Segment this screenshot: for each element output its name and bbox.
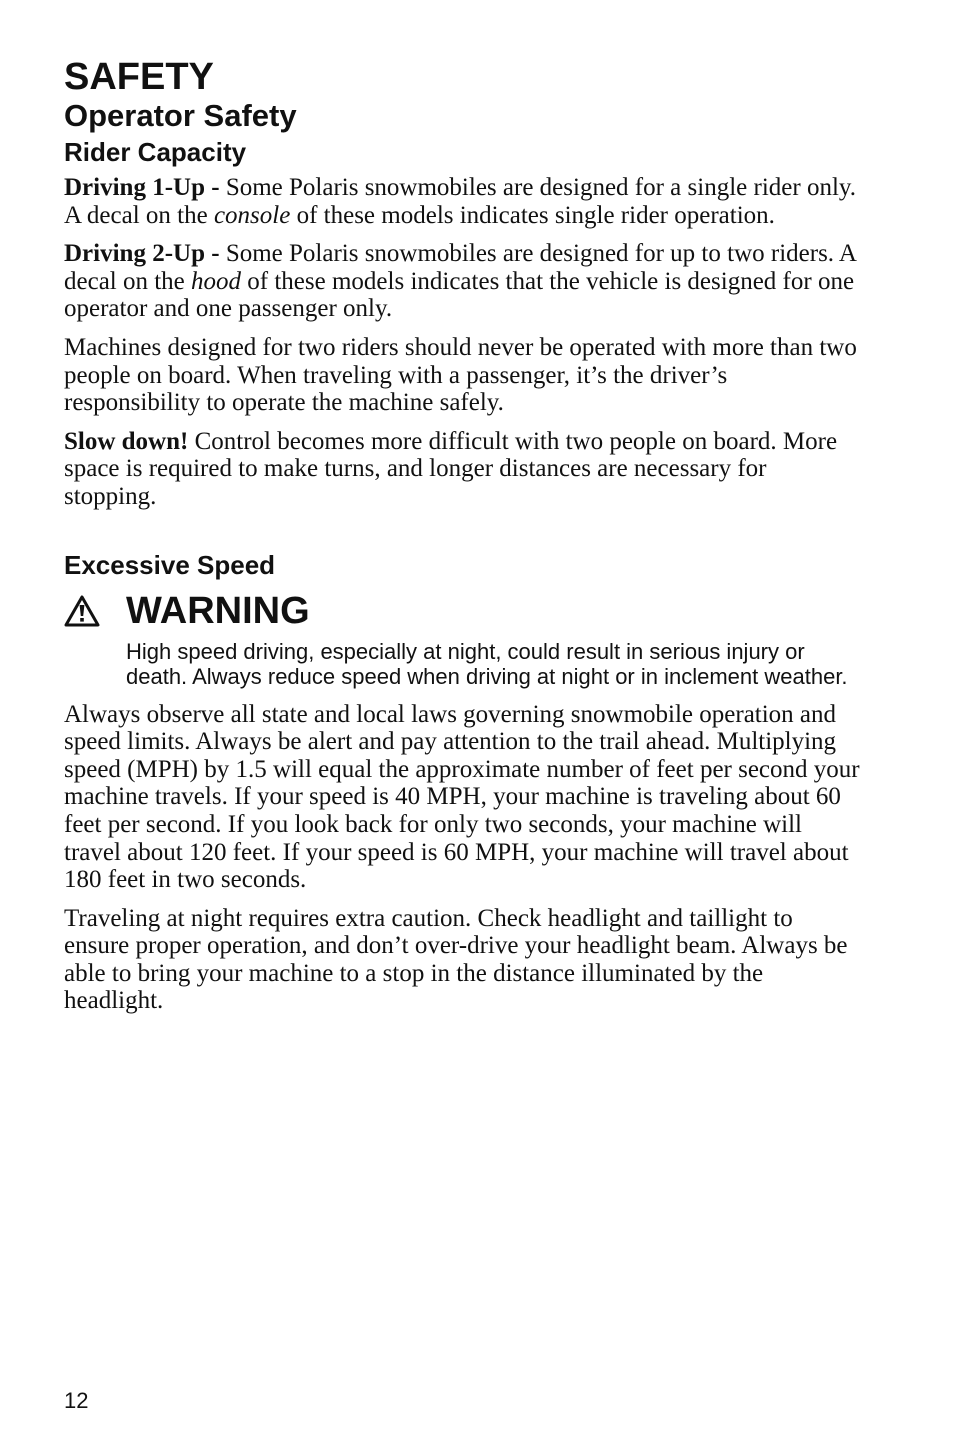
driving-1-up-paragraph bbox=[64, 174, 864, 229]
warning-title: WARNING bbox=[126, 589, 310, 632]
slow-down-text: Control becomes more difficult with two people on board. More space is required to make turns, and longer distances are necessary for stopping. bbox=[64, 427, 838, 510]
page-number: 12 bbox=[64, 1388, 89, 1413]
driving-2-up-emphasis: hood bbox=[191, 267, 242, 295]
night-travel-paragraph: Traveling at night requires extra caution. Check headlight and taillight to ensure proper operation, and don’t over-drive your headlight beam. Always be able to bring your machine to a stop in the distance illuminated by the headlight. bbox=[64, 904, 848, 1015]
warning-text: High speed driving, especially at night, could result in serious injury or death. Always reduce speed when driving at night or in inclement weather. bbox=[126, 638, 848, 689]
chapter-title: Operator Safety bbox=[64, 98, 297, 133]
speed-laws-paragraph: Always observe all state and local laws governing snowmobile operation and speed limits. Always be alert and pay attention to the trail ahead. Multiplying speed (MPH) by 1.5 will equal the approximate number of feet per second your machine travels. If your speed is 40 MPH, your machine is traveling about 60 feet per second. If you look back for only two seconds, your machine will travel about 120 feet. If your speed is 60 MPH, your machine will travel about 180 feet in two seconds. bbox=[64, 700, 860, 894]
excessive-speed-heading: Excessive Speed bbox=[64, 549, 276, 580]
driving-1-up-emphasis: console bbox=[213, 201, 291, 229]
warning-triangle-icon bbox=[64, 595, 100, 627]
slow-down-paragraph bbox=[64, 428, 864, 511]
driving-2-up-text-end: of these models indicates that the vehicle is designed for one operator and one passenger only. bbox=[64, 267, 855, 323]
warning-header bbox=[64, 589, 864, 633]
rider-capacity-heading: Rider Capacity bbox=[64, 137, 247, 167]
driving-2-up-text: Some Polaris snowmobiles are designed for up to two riders. A decal on the bbox=[64, 240, 856, 295]
section-title: SAFETY bbox=[64, 56, 214, 98]
driving-1-up-text: Some Polaris snowmobiles are designed for a single rider only. A decal on the bbox=[64, 174, 857, 229]
slow-down-lead: Slow down! bbox=[64, 427, 189, 455]
driving-2-up-paragraph bbox=[64, 240, 864, 323]
driving-1-up-lead: Driving 1-Up - bbox=[64, 174, 220, 201]
driving-2-up-lead: Driving 2-Up - bbox=[64, 240, 220, 268]
manual-page bbox=[64, 56, 864, 1026]
two-riders-paragraph: Machines designed for two riders should never be operated with more than two people on board. When traveling with a passenger, it’s the driver’s responsibility to operate the machine safely. bbox=[64, 333, 857, 417]
driving-1-up-text-end: of these models indicates single rider operation. bbox=[290, 201, 775, 229]
